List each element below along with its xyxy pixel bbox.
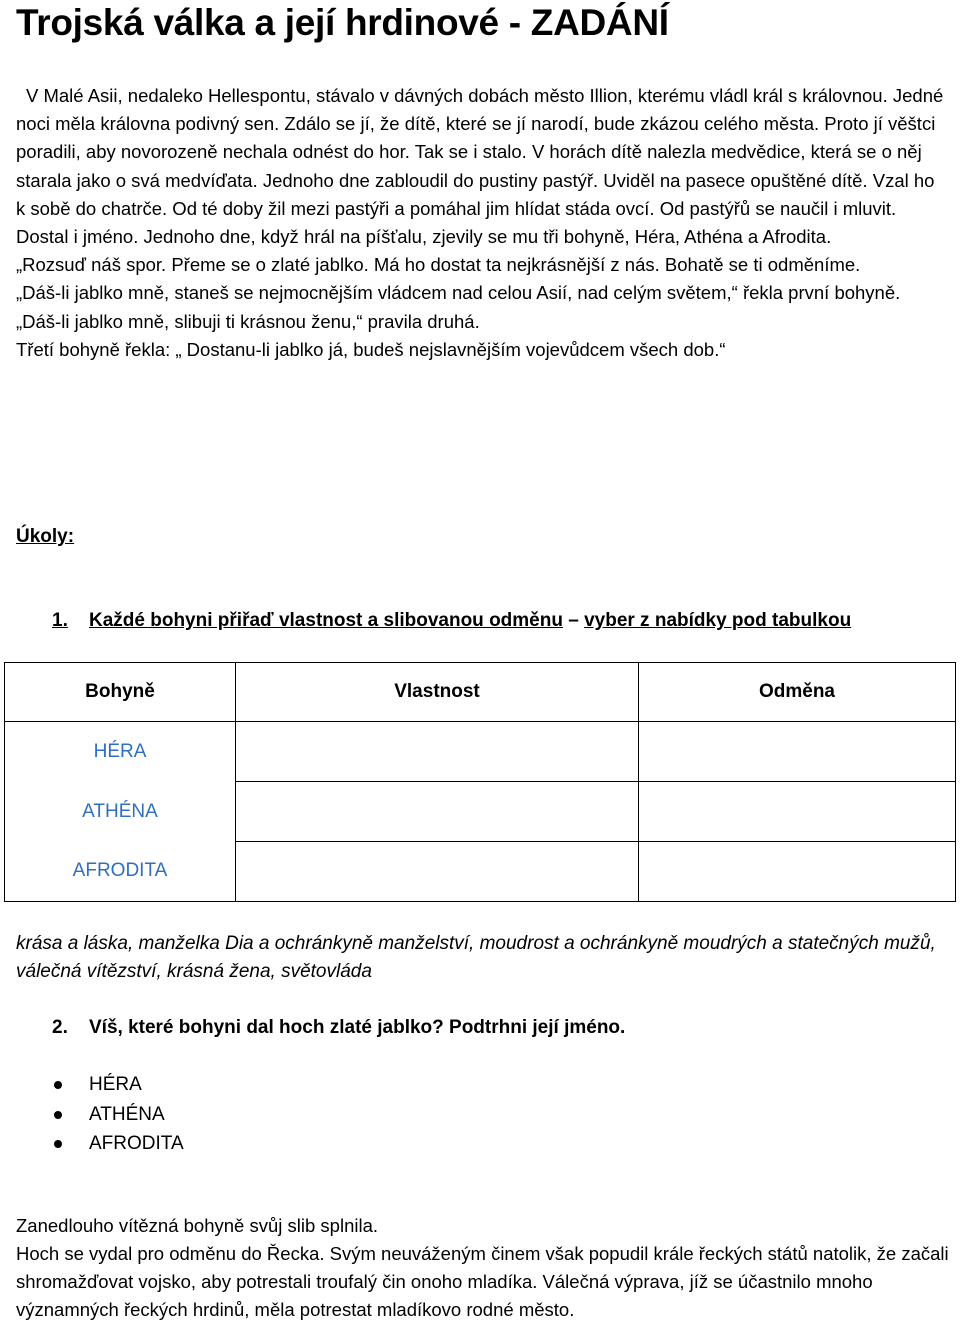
choice-item[interactable] — [52, 1070, 184, 1100]
trait-answer-cell[interactable] — [236, 782, 639, 842]
task-2-heading — [52, 1017, 625, 1039]
table-row — [5, 782, 956, 842]
table-row — [5, 722, 956, 782]
header-reward: Odměna — [639, 663, 956, 722]
reward-answer-cell[interactable] — [639, 782, 956, 842]
choice-item[interactable] — [52, 1100, 184, 1130]
table-header-row — [5, 663, 956, 722]
page-title: Trojská válka a její hrdinové - ZADÁNÍ — [16, 2, 669, 43]
ending-paragraph: Hoch se vydal pro odměnu do Řecka. Svým neuváženým činem však popudil krále řeckých států natolik, že začali shromažďovat vojsko, aby potrestali troufalý čin onoho mladíka. Válečná výprava, jíž se účastnilo mnoho významných řeckých hrdinů, měla potrestat mladíkovo rodné město. — [16, 1243, 949, 1320]
task-1-text-b: vyber z nabídky pod tabulkou — [584, 610, 852, 631]
task-1-heading — [52, 610, 851, 632]
trait-answer-cell[interactable] — [236, 842, 639, 902]
story-text — [16, 82, 946, 364]
choice-item[interactable] — [52, 1129, 184, 1159]
task-1-number: 1. — [52, 610, 68, 631]
choice-label: ATHÉNA — [89, 1103, 165, 1125]
choice-label: HÉRA — [89, 1074, 142, 1095]
header-trait: Vlastnost — [236, 663, 639, 722]
task-1-text-a: Každé bohyni přiřaď vlastnost a slibovanou odměnu — [89, 610, 563, 631]
goddess-cell: HÉRA — [5, 722, 236, 782]
story-paragraph: „Dáš-li jablko mně, staneš se nejmocnějším vládcem nad celou Asií, nad celým světem,“ řekla první bohyně. — [16, 282, 901, 304]
reward-answer-cell[interactable] — [639, 842, 956, 902]
bullet-icon — [54, 1081, 62, 1089]
task-2-text: Víš, které bohyni dal hoch zlaté jablko? Podtrhni její jméno. — [89, 1017, 626, 1038]
story-paragraph: Třetí bohyně řekla: „ Dostanu-li jablko já, budeš nejslavnějším vojevůdcem všech dob.“ — [16, 338, 726, 360]
choice-label: AFRODITA — [89, 1133, 184, 1154]
goddess-cell: ATHÉNA — [5, 782, 236, 842]
options-list: krása a láska, manželka Dia a ochránkyně manželství, moudrost a ochránkyně moudrých a statečných mužů, válečná vítězství, krásná žena, světovláda — [16, 933, 936, 982]
table-row — [5, 842, 956, 902]
tasks-heading: Úkoly: — [16, 526, 75, 547]
header-goddess: Bohyně — [5, 663, 236, 722]
ending-text — [16, 1212, 951, 1324]
task-2-number: 2. — [52, 1017, 68, 1038]
bullet-icon — [54, 1140, 62, 1148]
story-paragraph: V Malé Asii, nedaleko Hellespontu, stávalo v dávných dobách město Illion, kterému vládl král s královnou. Jedné noci měla královna podivný sen. Zdálo se jí, že dítě, které se jí narodí, bude zkázou celého města. Proto jí věštci poradili, aby novorozeně nechala odnést do hor. Tak se i stalo. V horách dítě nalezla medvědice, která se o něj starala jako o svá medvíďata. Jednoho dne zabloudil do pustiny pastýř. Uviděl na pasece opuštěné dítě. Vzal ho k sobě do chatrče. Od té doby žil mezi pastýři a pomáhal jim hlídat stáda ovcí. Od pastýřů se naučil i mluvit. Dostal i jméno. Jednoho dne, když hrál na píšťalu, zjevily se mu tři bohyně, Héra, Athéna a Afrodita. — [16, 85, 944, 248]
bullet-icon — [54, 1111, 62, 1119]
reward-answer-cell[interactable] — [639, 722, 956, 782]
goddess-cell: AFRODITA — [5, 842, 236, 902]
ending-paragraph: Zanedlouho vítězná bohyně svůj slib splnila. — [16, 1215, 379, 1236]
task-1-dash: – — [562, 610, 585, 631]
goddess-table — [4, 662, 956, 902]
goddess-choice-list — [52, 1070, 184, 1159]
trait-answer-cell[interactable] — [236, 722, 639, 782]
story-paragraph: „Dáš-li jablko mně, slibuji ti krásnou ženu,“ pravila druhá. — [16, 310, 480, 332]
story-paragraph: „Rozsuď náš spor. Přeme se o zlaté jablko. Má ho dostat ta nejkrásnější z nás. Bohatě se ti odměníme. — [16, 254, 861, 276]
